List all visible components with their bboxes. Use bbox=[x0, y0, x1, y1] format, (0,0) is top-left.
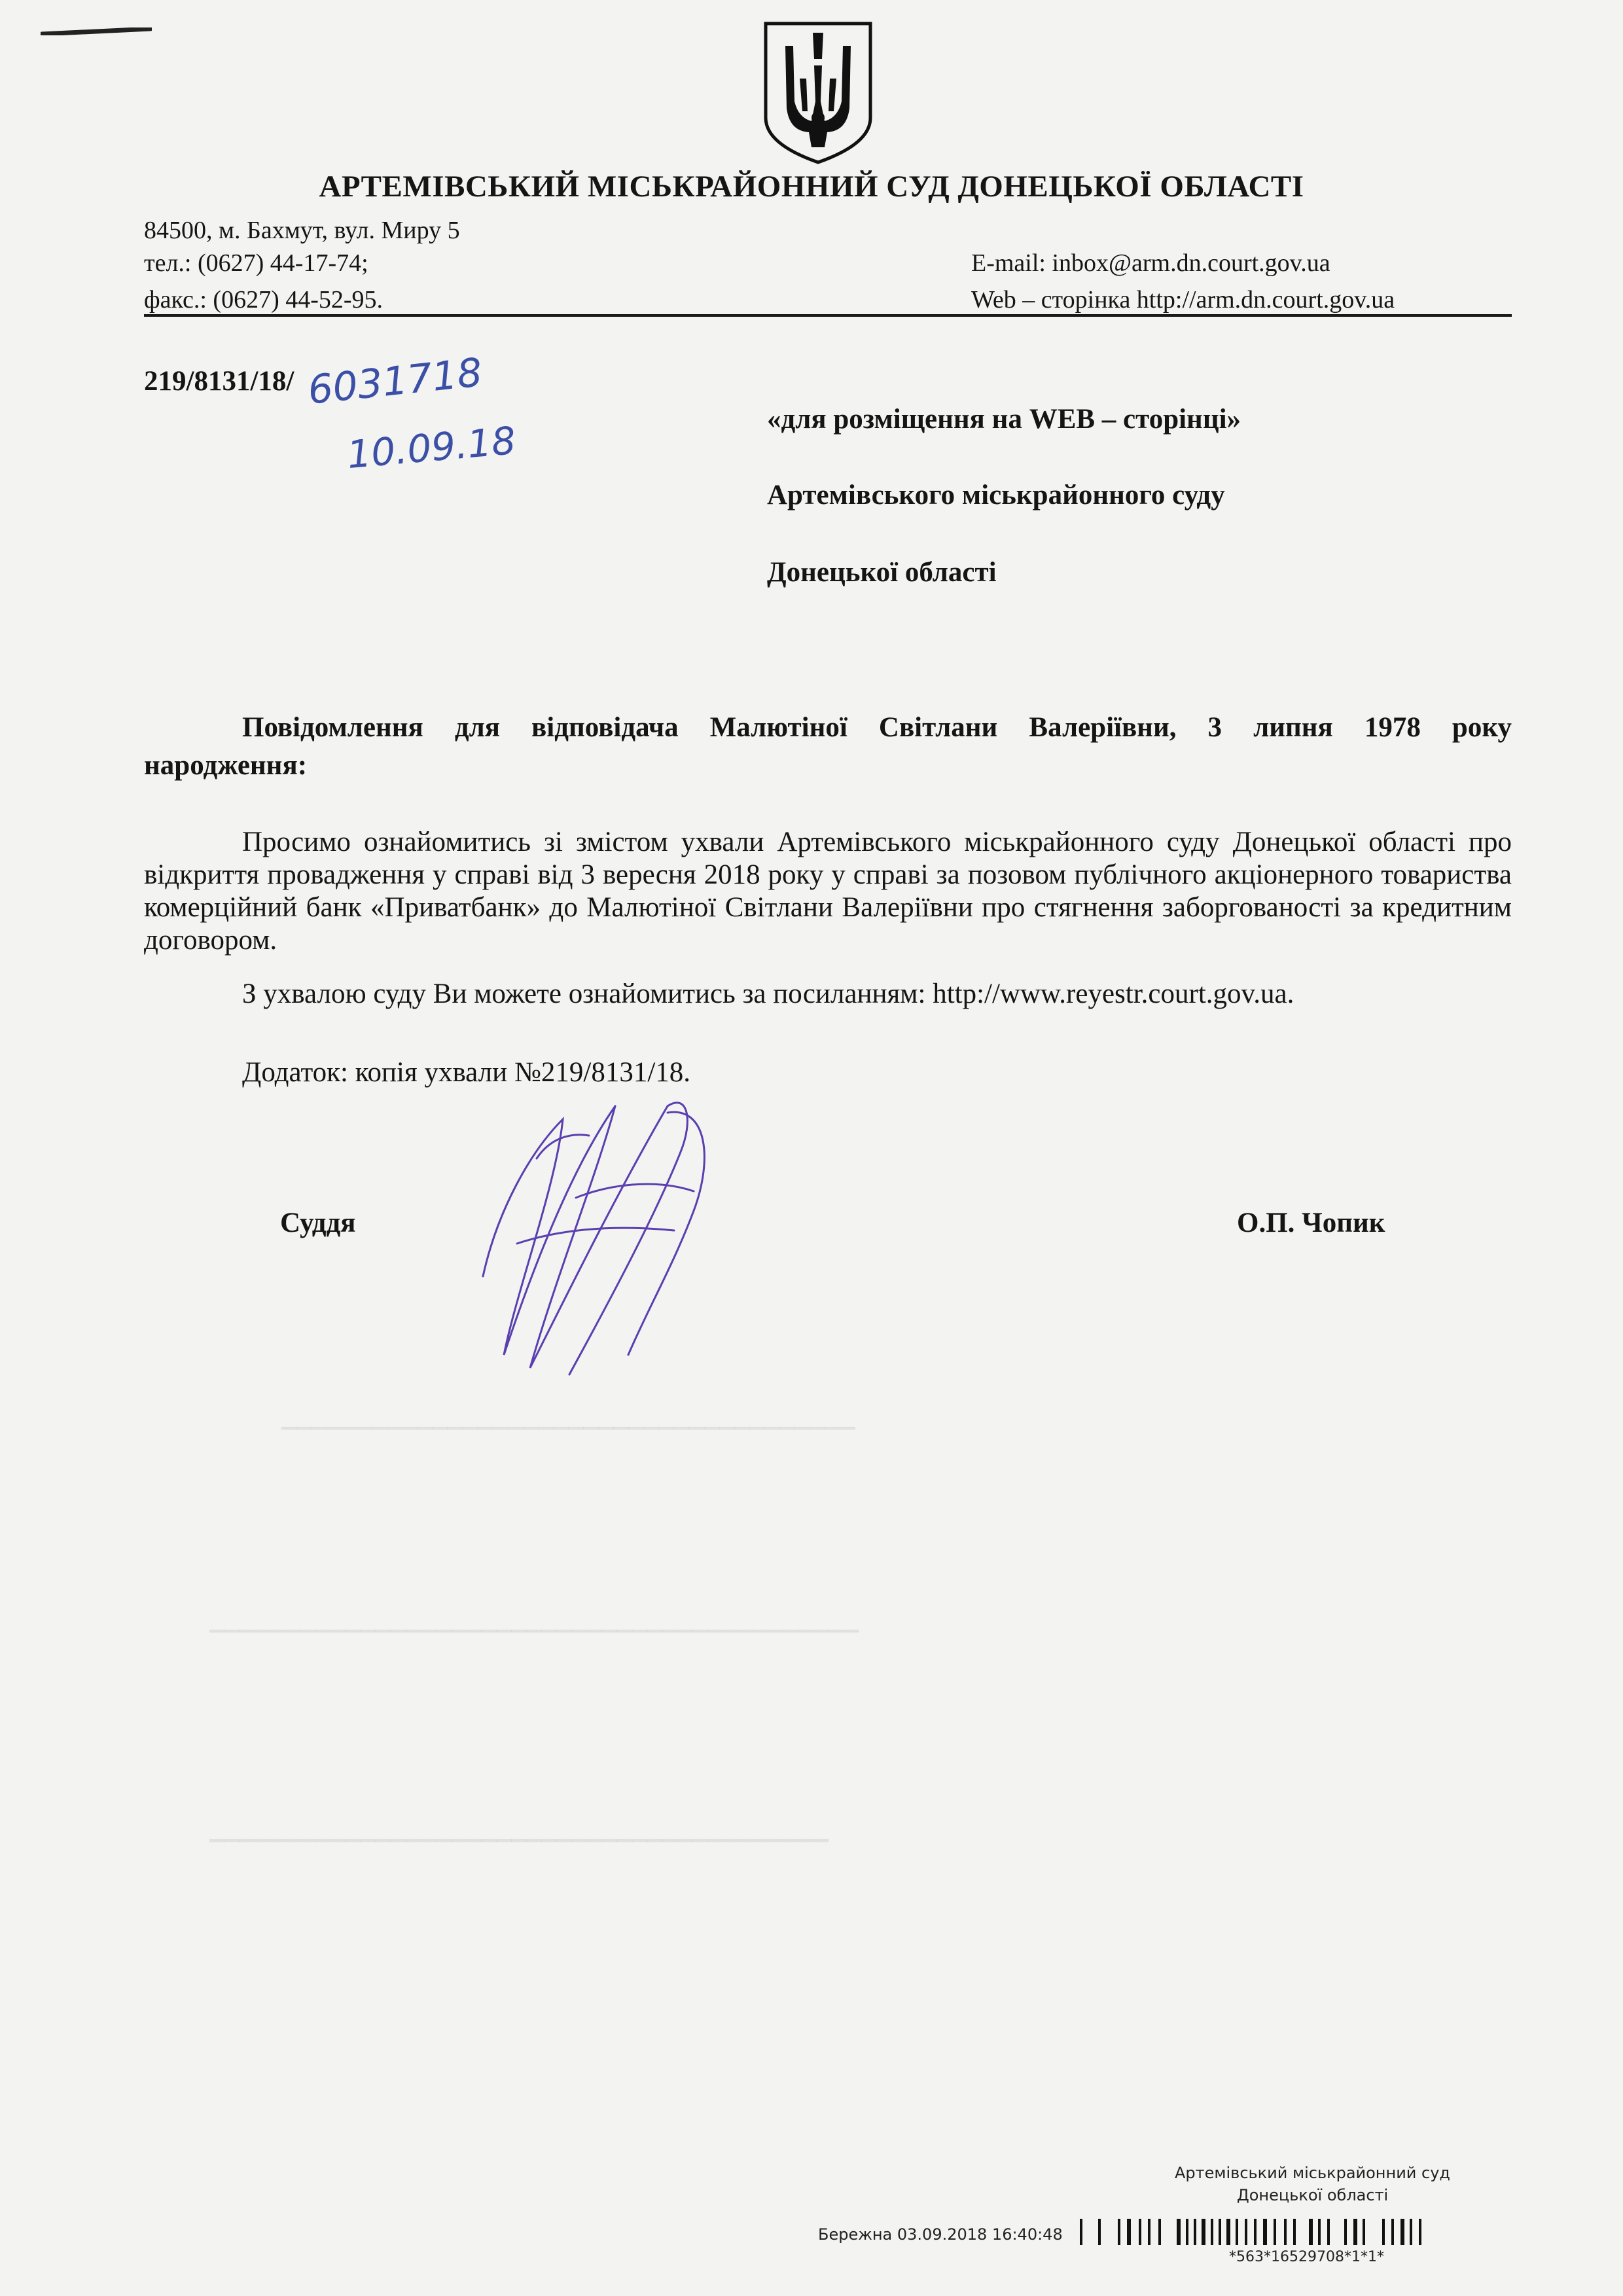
outgoing-number: 219/8131/18/ bbox=[144, 366, 294, 397]
court-phone: тел.: (0627) 44-17-74; bbox=[144, 249, 368, 277]
court-address: 84500, м. Бахмут, вул. Миру 5 bbox=[144, 217, 460, 244]
addressee-line-2: Артемівського міськрайонного суду bbox=[767, 480, 1225, 511]
court-fax: факс.: (0627) 44-52-95. bbox=[144, 286, 383, 314]
stamp-org-line-2: Донецької області bbox=[1237, 2186, 1389, 2204]
header-rule bbox=[144, 314, 1512, 317]
court-email: E-mail: inbox@arm.dn.court.gov.ua bbox=[971, 249, 1330, 277]
judge-name: О.П. Чопик bbox=[1237, 1208, 1385, 1238]
stamp-org-line-1: Артемівський міськрайонний суд bbox=[1175, 2164, 1451, 2182]
handwritten-registration-number: 6031718 bbox=[306, 350, 485, 414]
attachment-note: Додаток: копія ухвали №219/8131/18. bbox=[242, 1057, 691, 1088]
court-title: АРТЕМІВСЬКИЙ МІСЬКРАЙОННИЙ СУД ДОНЕЦЬКОЇ ОБЛАСТІ bbox=[319, 170, 1304, 204]
judge-signature bbox=[458, 1080, 733, 1388]
barcode-text: *563*16529708*1*1* bbox=[1229, 2249, 1384, 2265]
notice-heading-tail: народження: bbox=[144, 750, 308, 781]
scan-mark bbox=[41, 27, 152, 35]
notice-heading: Повідомлення для відповідача Малютіної Світлани Валеріївни, 3 липня 1978 року bbox=[242, 712, 1512, 743]
handwritten-registration-date: 10.09.18 bbox=[345, 418, 518, 478]
bleed-through-text: ▁▁▁▁▁▁▁▁▁▁▁▁▁▁▁▁▁▁▁▁▁▁▁▁▁▁▁▁▁▁▁▁▁▁▁▁▁▁ bbox=[281, 1408, 855, 1429]
notice-link-paragraph: З ухвалою суду Ви можете ознайомитись за посиланням: http://www.reyestr.court.gov.ua. bbox=[242, 978, 1294, 1009]
addressee-line-3: Донецької області bbox=[767, 557, 997, 588]
addressee-line-1: «для розміщення на WEB – сторінці» bbox=[767, 404, 1241, 435]
bleed-through-text: ▁▁▁▁▁▁▁▁▁▁▁▁▁▁▁▁▁▁▁▁▁▁▁▁▁▁▁▁▁▁▁▁▁▁▁▁▁▁▁▁▁ bbox=[209, 1820, 829, 1842]
notice-body-paragraph: Просимо ознайомитись зі змістом ухвали Артемівського міськрайонного суду Донецької області про відкриття провадження у справі від 3 вересня 2018 року у справі за позовом публічного акціонерного товариства комерційний банк «Приватбанк» до Малютіної Світлани Валеріївни про стягнення заборгованості за кредитним договором. bbox=[144, 827, 1512, 956]
signature-role: Суддя bbox=[280, 1208, 356, 1238]
bleed-through-text: ▁▁▁▁▁▁▁▁▁▁▁▁▁▁▁▁▁▁▁▁▁▁▁▁▁▁▁▁▁▁▁▁▁▁▁▁▁▁▁▁▁▁▁ bbox=[209, 1611, 859, 1632]
court-web: Web – сторінка http://arm.dn.court.gov.ua bbox=[971, 286, 1395, 314]
coat-of-arms-icon bbox=[759, 20, 877, 166]
stamp-registration-info: Бережна 03.09.2018 16:40:48 bbox=[818, 2225, 1063, 2244]
